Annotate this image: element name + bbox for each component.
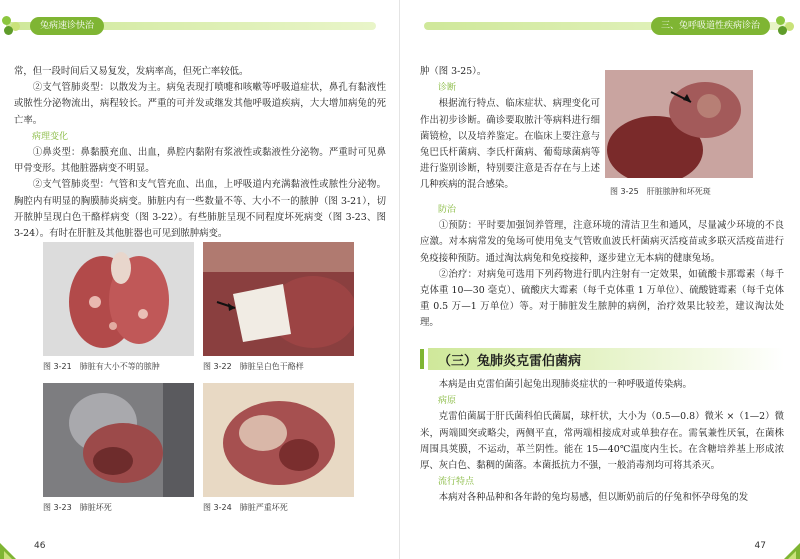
section-title-bar bbox=[420, 346, 784, 372]
corner-ornament-icon bbox=[0, 533, 26, 559]
running-header: 三、兔呼吸道性疾病诊治 bbox=[651, 17, 770, 35]
subheading-epidemic: 流行特点 bbox=[438, 477, 475, 488]
figure-caption: 图 3-25 肝脏脓肿和坏死斑 bbox=[610, 187, 711, 196]
figure-caption: 图 3-24 肺脏严重坏死 bbox=[203, 503, 288, 512]
right-page bbox=[400, 0, 800, 559]
left-body-text bbox=[14, 64, 386, 242]
figure-caption: 图 3-22 肺脏呈白色干酪样 bbox=[203, 362, 304, 371]
klebsiella-block bbox=[420, 377, 784, 507]
paragraph: 本病是由克雷伯菌引起兔出现肺炎症状的一种呼吸道传染病。 bbox=[438, 379, 692, 390]
figure-3-23-image bbox=[43, 383, 194, 497]
diagnosis-block bbox=[420, 64, 600, 194]
figure-caption: 图 3-23 肺脏坏死 bbox=[43, 503, 112, 512]
figure-3-24-image bbox=[203, 383, 354, 497]
paragraph: 肿（图 3-25）。 bbox=[420, 66, 487, 77]
corner-ornament-icon bbox=[774, 533, 800, 559]
page-number: 47 bbox=[754, 541, 766, 551]
figure-caption: 图 3-21 肺脏有大小不等的脓肿 bbox=[43, 362, 160, 371]
leaf-ornament-icon bbox=[776, 16, 798, 36]
paragraph: ②支气管肺炎型：气管和支气管充血、出血，上呼吸道内充满黏液性或脓性分泌物。胸腔内有明显的胸膜肺炎病变。肺脏内有一些数量不等、大小不一的脓肿（图 3-21），切开脓肿呈现白色干酪样病变（图 3-22）。有些肺脏呈现不同程度坏死病变（图 3-23、图 3-24）。有时在肝脏及其他脏器也可见到脓肿病变。 bbox=[14, 179, 386, 240]
running-header: 兔病速诊快治 bbox=[30, 17, 104, 35]
section-title: （三）兔肺炎克雷伯菌病 bbox=[438, 354, 582, 369]
paragraph: ②治疗：对病兔可选用下列药物进行肌内注射有一定效果，如硫酸卡那霉素（每千克体重 10—30 毫克）、硫酸庆大霉素（每千克体重 1 万单位）、硫酸链霉素（每千克体重 0.5 万—1 万单位）等。对于肺脏发生脓肿的病例，治疗效果比较差，建议淘汰处理。 bbox=[420, 268, 784, 329]
paragraph: 常，但一段时间后又易复发，发病率高，但死亡率较低。 bbox=[14, 66, 249, 77]
subheading-pathogen: 病原 bbox=[438, 396, 457, 407]
page-number: 46 bbox=[34, 541, 46, 551]
prevention-block bbox=[420, 202, 784, 332]
paragraph: 本病对各种品种和各年龄的兔均易感，但以断奶前后的仔兔和怀孕母兔的发 bbox=[438, 492, 749, 504]
subheading-pathology: 病理变化 bbox=[32, 131, 69, 142]
figure-3-22-image bbox=[203, 242, 354, 356]
paragraph: ①预防：平时要加强饲养管理，注意环境的清洁卫生和通风，尽量减少环境的不良应激。对本病常发的兔场可使用兔支气管败血波氏杆菌病灭活疫苗或多联灭活疫苗进行免疫接种预防。通过淘汰病兔和免疫接种，逐步建立无本病的健康兔场。 bbox=[420, 220, 784, 264]
figure-3-25-image bbox=[605, 70, 753, 178]
subheading-diagnosis: 诊断 bbox=[438, 83, 457, 94]
subheading-prevention: 防治 bbox=[438, 205, 457, 215]
paragraph: 克雷伯菌属于肝氏菌科伯氏菌属，球杆状，大小为（0.5—0.8）微米 ×（1—2）微米，两端圆突或略尖，两侧平直，常两端相接成对或单独存在。需氧兼性厌氧，在菌株周围具荚膜，不运动，革兰阴性。能在 15—40℃温度内生长。在含糖培养基上形成浓厚、灰白色、黏稠的菌落。本菌抵抗力不强，一般消毒剂均可将其杀灭。 bbox=[420, 411, 784, 472]
paragraph: 根据流行特点、临床症状、病理变化可作出初步诊断。确诊要取脓汁等病料进行细菌镜检，以及培养鉴定。在临床上要注意与兔巴氏杆菌病、李氏杆菌病、葡萄球菌病等进行鉴别诊断，特别要注意是否存在与上述几种疾病的混合感染。 bbox=[420, 98, 600, 191]
left-header bbox=[0, 14, 400, 38]
leaf-ornament-icon bbox=[2, 16, 24, 36]
paragraph: ①鼻炎型：鼻黏膜充血、出血，鼻腔内黏附有浆液性或黏液性分泌物。严重时可见鼻甲骨变形。其他脏器病变不明显。 bbox=[14, 147, 386, 175]
right-header bbox=[400, 14, 800, 38]
figure-3-21-image bbox=[43, 242, 194, 356]
paragraph: ②支气管肺炎型：以散发为主。病兔表现打喷嚏和咳嗽等呼吸道症状，鼻孔有黏液性或脓性分泌物流出，病程较长。严重的可并发或继发其他呼吸道疾病，大大增加病兔的死亡率。 bbox=[14, 82, 386, 126]
